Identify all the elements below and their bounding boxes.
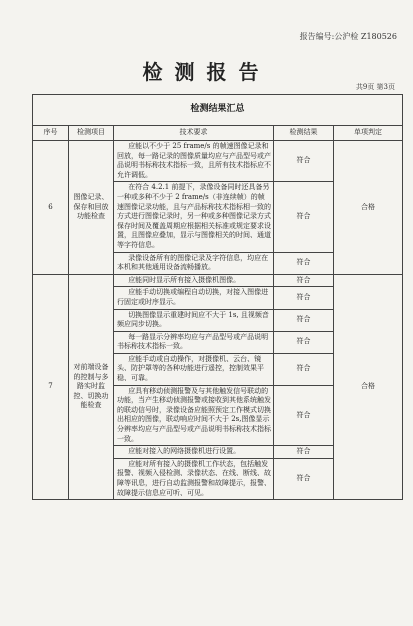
result-cell: 符合 [274, 309, 334, 331]
col-header-verdict: 单项判定 [334, 126, 403, 141]
result-cell: 符合 [274, 458, 334, 499]
table-row [33, 141, 403, 182]
requirement-text: 录像设备所有的图像记录及字符信息，均应在本机和其他通用设备流畅播放。 [114, 252, 274, 274]
result-cell: 符合 [274, 274, 334, 287]
requirement-text: 应能对所有接入的摄像机工作状态，包括触发报警、视频入侵检测、录像状态、在线、断线、故障等讯息，进行自动监测报警和故障提示，报警、故障提示信息应可听、可见。 [114, 458, 274, 499]
requirement-text: 在符合 4.2.1 前提下，录像设备同时还具备另一种或多种不少于 2 frame/s（非连续帧）的帧速图像记录功能，且与产品标称技术指标相一致的方式进行图像记录时，另一种或多种图像记录方式保存时间及覆盖周期应根据相关标准或规定要求设置，且图像应叠加，显示与图像相关的时间、通道等字符信息。 [114, 182, 274, 252]
requirement-text: 应能对接入的网络摄像机进行设置。 [114, 446, 274, 459]
result-cell: 符合 [274, 182, 334, 252]
report-number: 报告编号:公沪检 Z180526 [299, 32, 397, 41]
col-header-result: 检测结果 [274, 126, 334, 141]
results-table [32, 94, 403, 500]
row-number: 6 [33, 141, 69, 275]
result-cell: 符合 [274, 331, 334, 353]
requirement-text: 应能手动或自动操作，对摄像机、云台、镜头、防护罩等的各种功能进行遥控，控制效果平稳、可靠。 [114, 353, 274, 385]
result-cell: 符合 [274, 385, 334, 446]
table-row [33, 274, 403, 287]
page-info: 共9页 第3页 [355, 83, 395, 91]
test-item: 对前端设备的控制与多路实时监控、切换功能检查 [69, 274, 114, 499]
table-section-title: 检测结果汇总 [33, 95, 403, 126]
result-cell: 符合 [274, 353, 334, 385]
col-header-item: 检测项目 [69, 126, 114, 141]
requirement-text: 应能同时显示所有接入摄像机图像。 [114, 274, 274, 287]
requirement-text: 切换图像显示重建时间应不大于 1s, 且视频音频应同步切换。 [114, 309, 274, 331]
result-cell: 符合 [274, 141, 334, 182]
verdict-cell: 合格 [334, 141, 403, 275]
result-cell: 符合 [274, 446, 334, 459]
col-header-no: 序号 [33, 126, 69, 141]
col-header-requirement: 技术要求 [114, 126, 274, 141]
result-cell: 符合 [274, 252, 334, 274]
verdict-cell: 合格 [334, 274, 403, 499]
requirement-text: 应能手动切换或编程自动切换，对接入图像进行固定或时序显示。 [114, 287, 274, 309]
row-number: 7 [33, 274, 69, 499]
requirement-text: 应能以不少于 25 frame/s 的帧速图像记录和回放，每一路记录的图像质量均应与产品型号或产品说明书标称技术指标一致，且所有技术指标应不允许调低。 [114, 141, 274, 182]
requirement-text: 应具有移动侦测报警及与其他触发信号联动的功能，当产生移动侦测报警或接收到其他系统触发的联动信号时，录像设备应能照预定工作模式切换出相应的图像，联动响应时间不大于 2s,图像显示分辨率均应与产品型号或产品说明书标称技术指标一致。 [114, 385, 274, 446]
result-cell: 符合 [274, 287, 334, 309]
document-title: 检测报告 [142, 60, 271, 84]
requirement-text: 每一路显示分辨率均应与产品型号或产品说明书标称技术指标一致。 [114, 331, 274, 353]
test-item: 图像记录、保存和回放功能检查 [69, 141, 114, 275]
